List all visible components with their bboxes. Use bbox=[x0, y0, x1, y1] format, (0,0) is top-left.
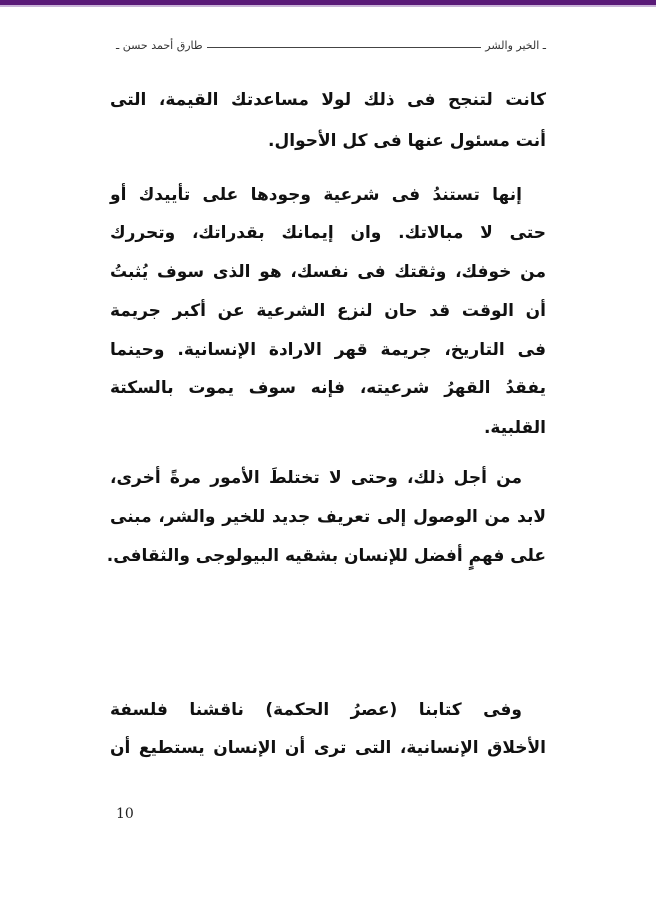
text-line: أنت مسئول عنها فى كل الأحوال. bbox=[268, 131, 546, 151]
text-line: أن الوقت قد حان لنزع الشرعية عن أكبر جريمة bbox=[110, 301, 546, 321]
text-line: لابد من الوصول إلى تعريف جديد للخير والشر، مبنى bbox=[110, 507, 546, 527]
text-line: على فهمٍ أفضل للإنسان بشقيه البيولوجى والثقافى. bbox=[106, 546, 546, 566]
text-line: حتى لا مبالاتك. وان إيمانك بقدراتك، وتحررك bbox=[110, 223, 546, 243]
text-line: كانت لتنجح فى ذلك لولا مساعدتك القيمة، التى bbox=[110, 90, 546, 110]
page-number: 10 bbox=[116, 806, 134, 822]
header-rule bbox=[207, 47, 482, 48]
text-line: فى التاريخ، جريمة قهر الارادة الإنسانية. وحينما bbox=[110, 340, 546, 360]
top-border-shadow bbox=[0, 5, 656, 7]
text-line: القلبية. bbox=[483, 418, 546, 438]
header-book-title: ـ الخير والشر bbox=[485, 38, 546, 52]
text-line: من أجل ذلك، وحتى لا تختلطَ الأمور مرةً أخرى، bbox=[110, 468, 522, 488]
header-author: طارق أحمد حسن ـ bbox=[116, 38, 203, 52]
text-line: وفى كتابنا (عصرُ الحكمة) ناقشنا فلسفة bbox=[110, 700, 522, 720]
text-line: الأخلاق الإنسانية، التى ترى أن الإنسان يستطيع أن bbox=[110, 738, 546, 758]
running-header bbox=[116, 36, 546, 54]
text-line: من خوفك، وثقتك فى نفسك، هو الذى سوف يُثبتُ bbox=[110, 262, 546, 282]
text-line: يفقدُ القهرُ شرعيته، فإنه سوف يموت بالسكتة bbox=[110, 378, 546, 398]
text-line: إنها تستندُ فى شرعية وجودها على تأييدك أو bbox=[110, 185, 522, 205]
